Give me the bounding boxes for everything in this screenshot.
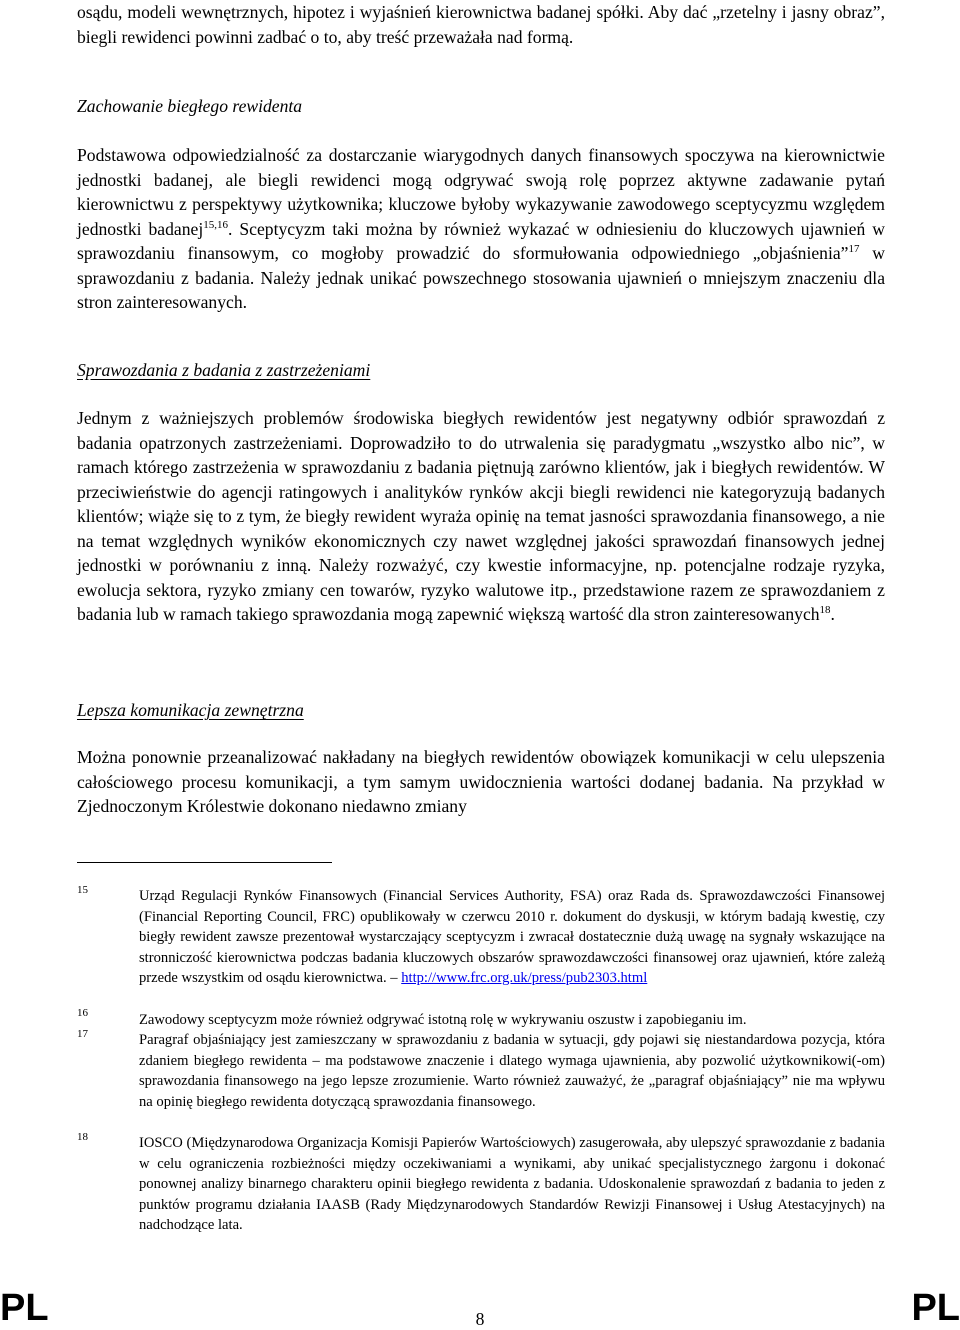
heading-text: Sprawozdania z badania z zastrzeżeniami — [77, 360, 371, 380]
paragraph-text: . — [830, 604, 835, 624]
footnote-ref-15-16[interactable]: 15,16 — [203, 218, 228, 231]
footnote-text: IOSCO (Międzynarodowa Organizacja Komisji Papierów Wartościowych) zasugerowała, aby ulepszyć sprawozdanie z badania w celu ograniczenia rozbieżności między oczekiwaniami a wynikami, aby unikać specjalistycznego żargonu i dokonać ponownej analizy binarnego charakteru opinii biegłego rewidenta z badania. Udoskonalenie sprawozdań z badania to jeden z punktów programu działania IAASB (Rady Międzynarodowych Standardów Rewizji Finansowej i Usług Atestacyjnych) na nadchodzące lata. — [139, 1135, 885, 1233]
footnote-15 — [139, 886, 885, 989]
footnote-ref-18[interactable]: 18 — [819, 604, 831, 616]
page-number: 8 — [475, 1309, 485, 1329]
footnote-number-16: 16 — [77, 1007, 88, 1019]
heading-text: Lepsza komunikacja zewnętrzna — [77, 700, 304, 720]
footnote-text: Urząd Regulacji Rynków Finansowych (Financial Services Authority, FSA) oraz Rada ds. Sprawozdawczości Finansowej (Financial Reporting Council, FRC) opublikowały w czerwcu 2010 r. dokument do dyskusji, w którym badają kwestię, czy biegły rewident zawsze prezentował wystarczający sceptycyzm i zwracał dostatecznie dużą uwagę na sygnały wskazujące na stronniczość kierownictwa podczas badania kluczowych obszarów sprawozdawczości finansowej oraz ujawnień, które zależą przede wszystkim od osądu kierownictwa. – — [139, 888, 885, 986]
footnote-ref-17[interactable]: 17 — [848, 243, 860, 255]
language-code-right: PL — [911, 1287, 960, 1329]
paragraph-text: . Sceptycyzm taki można by również wykazać w odniesieniu do kluczowych ujawnień w sprawozdaniu finansowym, co mogłoby prowadzić do sformułowania odpowiedniego „objaśnienia” — [77, 218, 885, 263]
continuation-paragraph — [77, 0, 885, 49]
paragraph-text: Jednym z ważniejszych problemów środowiska biegłych rewidentów jest negatywny odbiór sprawozdań z badania opatrzonych zastrzeżeniami. Doprowadziło to do utrwalenia się paradygmatu „wszystko albo nic”, w ramach którego zastrzeżenia w sprawozdaniu z badania piętnują zarówno klientów, jak i biegłych rewidentów. W przeciwieństwie do agencji ratingowych i analityków rynków akcji biegli rewidenci nie kategoryzują badanych klientów; wiąże się to z tym, że biegły rewident wyraża opinię na temat jasności sprawozdania finansowego, a nie na temat względnych wyników ekonomicznych czy nawet względnej jakości sprawozdań finansowych jednej jednostki w porównaniu z inną. Należy rozważyć, czy kwestie informacyjne, np. potencjalne rodzaje ryzyka, ewolucja sektora, ryzyko zmiany cen towarów, ryzyko walutowe itp., przedstawione razem ze sprawozdaniem z badania lub w ramach takiego sprawozdania mogą zapewnić większą wartość dla stron zainteresowanych — [77, 408, 885, 624]
footnote-text: Zawodowy sceptycyzm może również odgrywać istotną rolę w wykrywaniu oszustw i zapobieganiu im. — [139, 1012, 747, 1028]
paragraph-external-communication — [77, 745, 885, 819]
footnote-number-18: 18 — [77, 1131, 88, 1143]
footnote-link[interactable]: http://www.frc.org.uk/press/pub2303.html — [401, 970, 648, 986]
footnote-text: Paragraf objaśniający jest zamieszczany w sprawozdaniu z badania w sytuacji, gdy pojawi się niestandardowa pozycja, która zdaniem biegłego rewidenta – ma podstawowe znaczenie i dlatego wymaga ujawnienia, aby pozwolić użytkownikowi(-om) sprawozdania finansowego na jego lepsze zrozumienie. Warto również zauważyć, że „paragraf objaśniający” nie ma wpływu na opinię biegłego rewidenta dotyczącą sprawozdania finansowego. — [139, 1032, 885, 1110]
paragraph-text: Podstawowa odpowiedzialność za dostarczanie wiarygodnych danych finansowych spoczywa na kierownictwie jednostki badanej, ale biegli rewidenci mogą odgrywać swoją rolę poprzez aktywne zadawanie pytań kierownictwu z perspektywy użytkownika; kluczowe byłoby wykazywanie zawodowego sceptycyzmu względem jednostki badanej — [77, 145, 885, 239]
footnote-separator — [77, 862, 332, 863]
section-heading-external-communication — [77, 698, 885, 723]
paragraph-qualified-reports — [77, 406, 885, 627]
section-heading-qualified-reports — [77, 358, 885, 383]
footnote-16 — [139, 1010, 885, 1031]
language-code-left: PL — [0, 1287, 49, 1329]
paragraph-text: w sprawozdaniu z badania. Należy jednak unikać powszechnego stosowania ujawnień o mniejszym znaczeniu dla stron zainteresowanych. — [77, 243, 885, 312]
footnote-17 — [139, 1030, 885, 1112]
footnote-number-15: 15 — [77, 884, 88, 896]
paragraph-text: Można ponownie przeanalizować nakładany na biegłych rewidentów obowiązek komunikacji w celu ulepszenia całościowego procesu komunikacji, a tym samym uwidocznienia wartości dodanej badania. Na przykład w Zjednoczonym Królestwie dokonano niedawno zmiany — [77, 747, 885, 816]
section-heading-auditor-conduct — [77, 94, 885, 119]
footnote-number-17: 17 — [77, 1028, 88, 1040]
continuation-text: osądu, modeli wewnętrznych, hipotez i wyjaśnień kierownictwa badanej spółki. Aby dać „rzetelny i jasny obraz”, biegli rewidenci powinni zadbać o to, aby treść przeważała nad formą. — [77, 2, 885, 47]
footnote-18 — [139, 1133, 885, 1236]
paragraph-auditor-conduct — [77, 143, 885, 315]
heading-text: Zachowanie biegłego rewidenta — [77, 96, 303, 116]
